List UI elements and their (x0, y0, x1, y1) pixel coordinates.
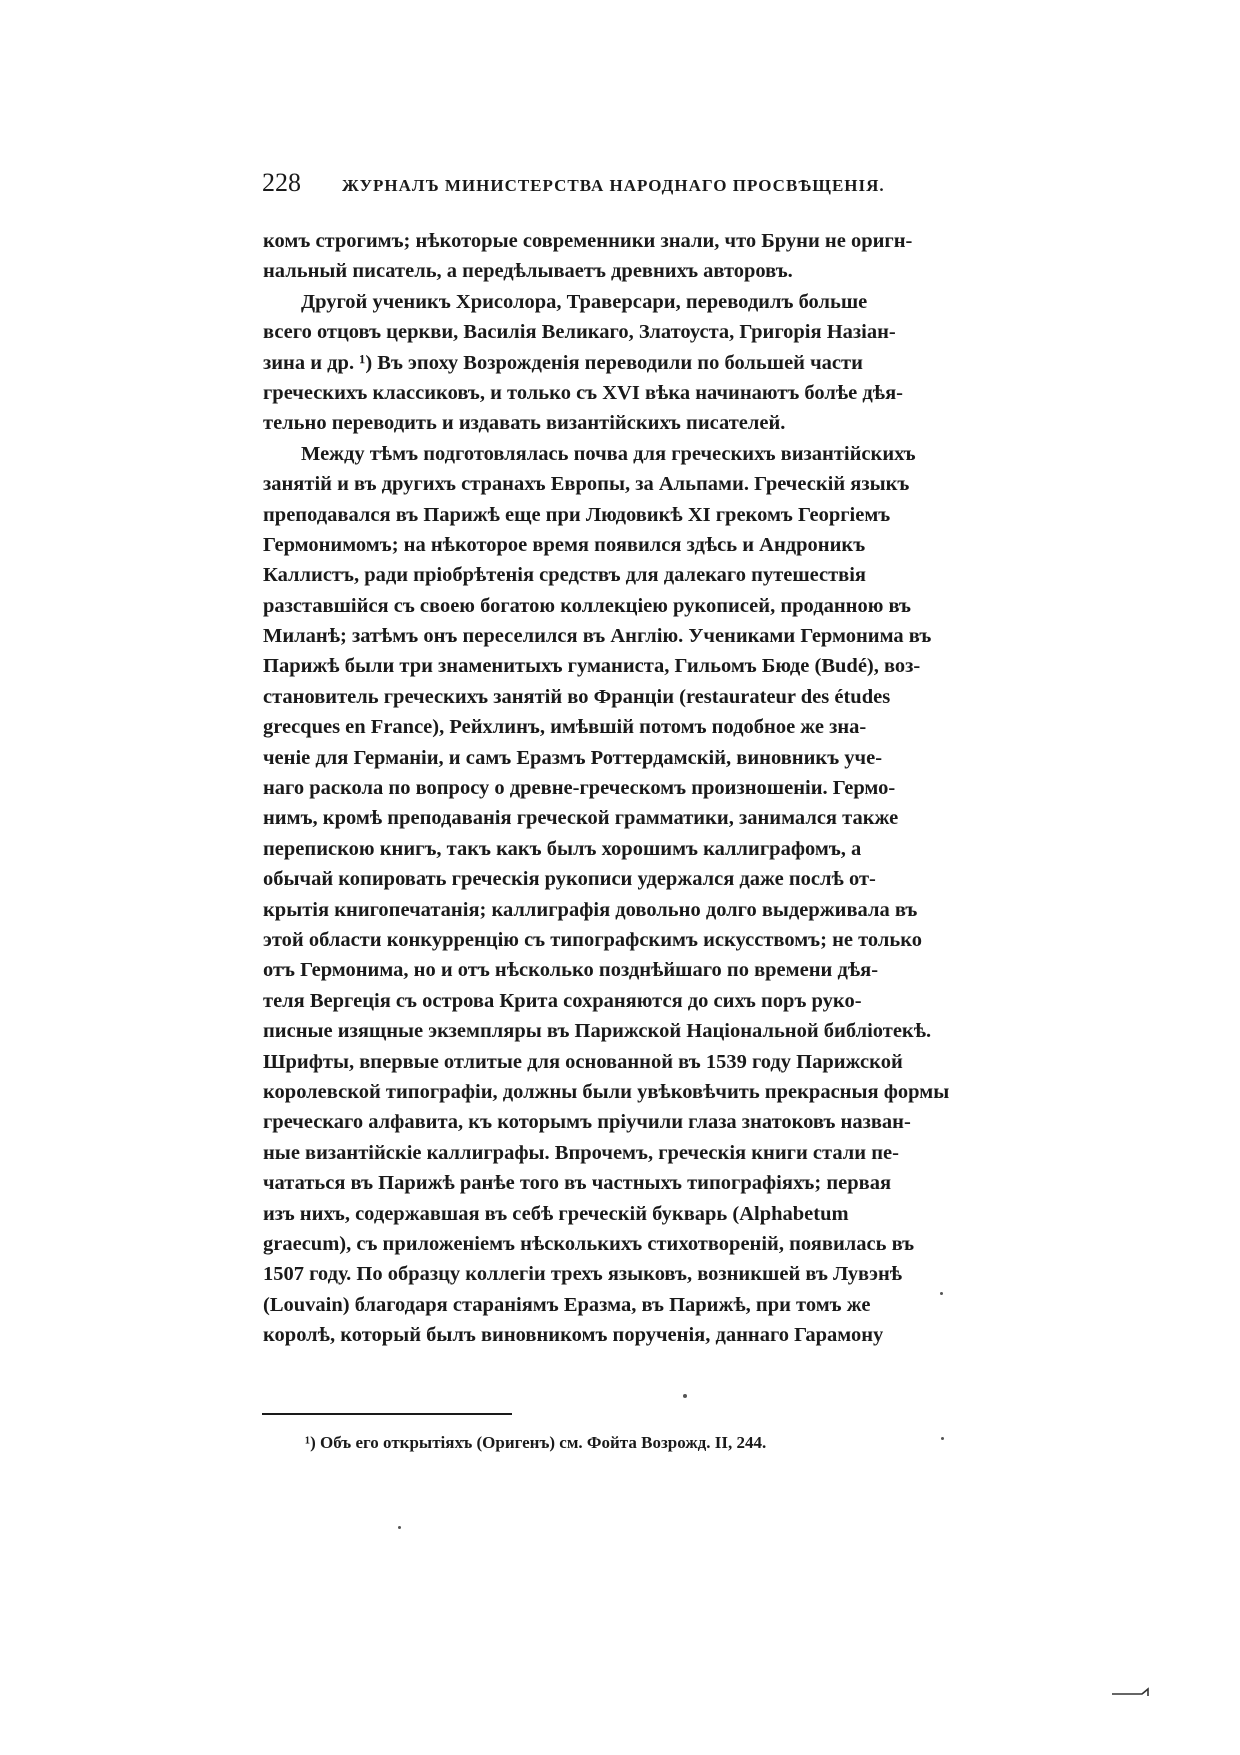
text-line: королѣ, который былъ виновникомъ порученія, даннаго Гарамону (263, 1324, 884, 1347)
footnote: ¹) Объ его открытіяхъ (Оригенъ) см. Фойта Возрожд. II, 244. (305, 1433, 767, 1452)
text-line: graecum), съ приложеніемъ нѣсколькихъ стихотвореній, появилась въ (263, 1232, 915, 1255)
running-head: ЖУРНАЛЪ МИНИСТЕРСТВА НАРОДНАГО ПРОСВѢЩЕНІЯ. (342, 176, 885, 195)
text-line: grecques en France), Рейхлинъ, имѣвшій потомъ подобное же зна- (263, 716, 867, 739)
text-line: разставшійся съ своею богатою коллекціею рукописей, проданною въ (263, 594, 912, 617)
text-line: 1507 году. По образцу коллегіи трехъ языковъ, возникшей въ Лувэнѣ (263, 1263, 903, 1286)
paragraph-start-line: Между тѣмъ подготовлялась почва для греческихъ византійскихъ (301, 442, 916, 465)
text-line: комъ строгимъ; нѣкоторые современники знали, что Бруни не оригн- (263, 230, 913, 252)
text-line: преподавался въ Парижѣ еще при Людовикѣ XI грекомъ Георгіемъ (263, 503, 891, 526)
text-line: Каллистъ, ради пріобрѣтенія средствъ для далекаго путешествія (263, 564, 866, 587)
text-line: писные изящные экземпляры въ Парижской Національной библіотекѣ. (263, 1020, 932, 1043)
text-line: ченіе для Германіи, и самъ Еразмъ Роттердамскій, виновникъ уче- (263, 746, 883, 769)
text-line: становитель греческихъ занятій во Франціи (restaurateur des études (263, 685, 891, 708)
body-text (263, 226, 1053, 1350)
text-line: всего отцовъ церкви, Василія Великаго, Златоуста, Григорія Назіан- (263, 321, 896, 344)
text-line: изъ нихъ, содержавшая въ себѣ греческій букварь (Alphabetum (263, 1202, 849, 1225)
text-line: этой области конкурренцію съ типографскимъ искусствомъ; не только (263, 928, 923, 951)
text-line: обычай копировать греческія рукописи удержался даже послѣ от- (263, 868, 876, 891)
page-number: 228 (262, 168, 301, 197)
text-line: греческихъ классиковъ, и только съ XVI вѣка начинаютъ болѣе дѣя- (263, 381, 903, 404)
text-line: зина и др. ¹) Въ эпоху Возрожденія переводили по большей части (263, 351, 863, 374)
text-line: нимъ, кромѣ преподаванія греческой грамматики, занимался также (263, 807, 899, 830)
text-line: крытія книгопечатанія; каллиграфія довольно долго выдерживала въ (263, 898, 918, 921)
text-line: теля Вергеція съ острова Крита сохраняются до сихъ поръ руко- (263, 989, 862, 1012)
print-speck (940, 1292, 943, 1295)
page-edge-mark (1112, 1687, 1152, 1697)
print-speck (398, 1526, 401, 1529)
text-line: наго раскола по вопросу о древне-греческомъ произношеніи. Гермо- (263, 777, 896, 800)
text-line: чататься въ Парижѣ ранѣе того въ частныхъ типографіяхъ; первая (263, 1172, 892, 1195)
text-line: королевской типографіи, должны были увѣковѣчить прекрасныя формы (263, 1080, 950, 1103)
text-line: Парижѣ были три знаменитыхъ гуманиста, Гильомъ Бюде (Budé), воз- (263, 655, 921, 678)
text-line: занятій и въ другихъ странахъ Европы, за Альпами. Греческій языкъ (263, 473, 910, 496)
text-line: Шрифты, впервые отлитые для основанной въ 1539 году Парижской (263, 1050, 903, 1073)
text-line: Гермонимомъ; на нѣкоторое время появился здѣсь и Андроникъ (263, 533, 866, 556)
text-line: тельно переводить и издавать византійскихъ писателей. (263, 412, 786, 435)
paragraph-start-line: Другой ученикъ Хрисолора, Траверсари, переводилъ больше (301, 290, 868, 313)
print-speck (683, 1394, 687, 1398)
text-line: отъ Гермонима, но и отъ нѣсколько позднѣйшаго по времени дѣя- (263, 959, 879, 982)
print-speck (941, 1437, 944, 1440)
text-line: перепискою книгъ, такъ какъ былъ хорошимъ каллиграфомъ, а (263, 837, 862, 860)
footnote-divider (262, 1413, 512, 1415)
text-line: нальный писатель, а передѣлываетъ древнихъ авторовъ. (263, 260, 793, 283)
text-line: греческаго алфавита, къ которымъ пріучили глаза знатоковъ назван- (263, 1111, 911, 1134)
text-line: (Louvain) благодаря стараніямъ Еразма, въ Парижѣ, при томъ же (263, 1293, 871, 1316)
text-line: Миланѣ; затѣмъ онъ переселился въ Англію. Учениками Гермонима въ (263, 625, 932, 648)
page-header (262, 168, 1062, 208)
text-line: ные византійскіе каллиграфы. Впрочемъ, греческія книги стали пе- (263, 1141, 899, 1164)
